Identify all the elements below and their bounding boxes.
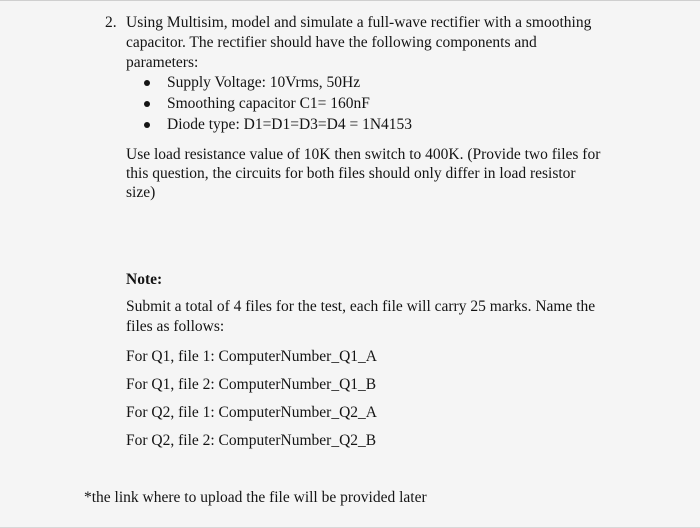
upload-link-footnote: *the link where to upload the file will be provided later: [84, 489, 427, 506]
load-instruction-line-3: size): [126, 184, 156, 201]
parameter-smoothing-capacitor: Smoothing capacitor C1= 160nF: [167, 95, 370, 112]
top-divider: [0, 0, 700, 1]
parameter-supply-voltage: Supply Voltage: 10Vrms, 50Hz: [167, 74, 361, 91]
note-line-1: Submit a total of 4 files for the test, each file will carry 25 marks. Name the: [126, 298, 596, 315]
bullet-icon: [144, 80, 150, 86]
question-intro-line-2: capacitor. The rectifier should have the following components and: [126, 34, 537, 51]
file-name-q2-a: For Q2, file 1: ComputerNumber_Q2_A: [126, 404, 377, 421]
load-instruction-line-1: Use load resistance value of 10K then switch to 400K. (Provide two files for: [126, 146, 601, 163]
bullet-icon: [144, 122, 150, 128]
load-instruction-line-2: this question, the circuits for both files should only differ in load resistor: [126, 165, 576, 182]
bullet-icon: [144, 101, 150, 107]
parameter-diode-type: Diode type: D1=D1=D3=D4 = 1N4153: [167, 116, 413, 133]
question-number: 2.: [105, 14, 117, 31]
question-intro-line-3: parameters:: [126, 54, 199, 71]
file-name-q2-b: For Q2, file 2: ComputerNumber_Q2_B: [126, 432, 377, 449]
note-line-2: files as follows:: [126, 318, 225, 335]
question-intro-line-1: Using Multisim, model and simulate a full-wave rectifier with a smoothing: [126, 14, 592, 31]
file-name-q1-a: For Q1, file 1: ComputerNumber_Q1_A: [126, 348, 377, 365]
file-name-q1-b: For Q1, file 2: ComputerNumber_Q1_B: [126, 376, 377, 393]
note-heading: Note:: [126, 271, 163, 288]
